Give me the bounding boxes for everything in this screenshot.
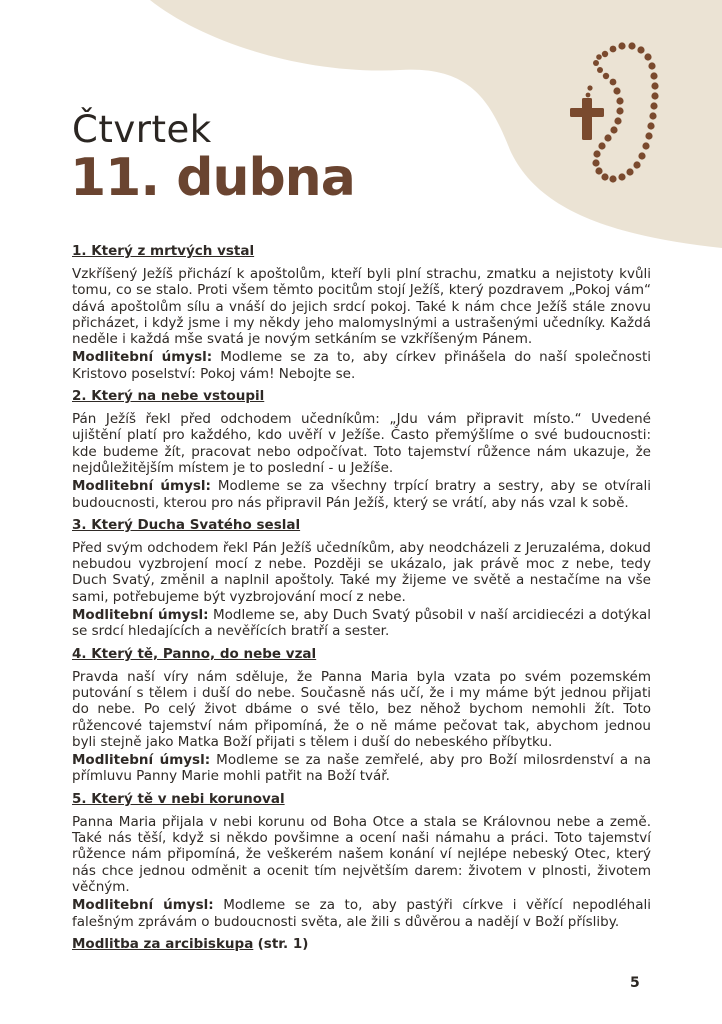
section-text: Pravda naší víry nám sděluje, že Panna Maria byla vzata po svém pozemském putování s tělem i duší do nebe. Současně nás učí, že i my máme být jednou přijati do nebe. Po celý život dbáme o své tělo, bez něhož bychom nemohli žít. Toto růžencové tajemství nám připomíná, že o ně máme pečovat tak, abychom jednou byli stejně jako Matka Boží přijati s tělem i duší do nebeského příbytku. — [72, 668, 651, 750]
prayer-intention — [72, 607, 651, 640]
intention-text: Modleme se, aby Duch Svatý působil v naší arcidiecézi a dotýkal se srdcí hledajících a nevěřících bratří a sester. — [72, 607, 651, 640]
intention-label: Modlitební úmysl: — [72, 349, 213, 366]
page-title-date: 11. dubna — [70, 148, 355, 208]
mystery-section-2 — [72, 388, 651, 511]
intention-text: Modleme se za to, aby církev přinášela do naší společnosti Kristovo poselství: Pokoj vám! Nebojte se. — [72, 349, 652, 382]
mystery-section-4 — [72, 646, 651, 785]
mystery-section-3 — [72, 517, 651, 640]
section-text: Panna Maria přijala v nebi korunu od Boha Otce a stala se Královnou nebe a země. Také nás těší, když si někdo povšimne a ocení naši námahu a práci. Toto tajemství růžence nám připomíná, že veškerém našem konání ví nejlépe nebeský Otec, který nás chce jednou odměnit a ocenit tím největším darem: životem v plnosti, životem věčným. — [72, 813, 651, 895]
page-title-day: Čtvrtek — [72, 108, 212, 151]
section-title: 2. Který na nebe vstoupil — [72, 388, 265, 405]
prayer-intention — [72, 349, 651, 382]
section-title: 3. Který Ducha Svatého seslal — [72, 516, 301, 533]
section-text: Před svým odchodem řekl Pán Ježíš učedníkům, aby neodcházeli z Jeruzaléma, dokud nebudou vyzbrojení mocí z nebe. Později se ukázalo, jak právě moc z nebe, tedy Duch Svatý, změnil a naplnil apoštoly. Také my žijeme ve světě a nestačíme na vše sami, potřebujeme být vyzbrojování mocí z nebe. — [72, 539, 651, 605]
intention-label: Modlitební úmysl: — [72, 607, 209, 624]
intention-label: Modlitební úmysl: — [72, 752, 211, 769]
mystery-section-1 — [72, 243, 651, 382]
section-text: Vzkříšený Ježíš přichází k apoštolům, kteří byli plní strachu, zmatku a nejistoty kvůli tomu, co se stalo. Proti všem těmto pocitům stojí Ježíš, který pozdravem „Pokoj vám“ dává apoštolům sílu a vnáší do jejich srdcí pokoj. Také k nám chce Ježíš stále znovu přicházet, i když jsme i my někdy jeho malomyslnými a ustrašenými učedníky. Každá neděle i každá mše svatá je novým setkáním se vzkříšeným Pánem. — [72, 266, 651, 348]
intention-text: Modleme se za to, aby pastýři církve i věřící nepodléhali falešným zprávám o budoucnosti světa, ale žili s důvěrou a nadějí v Boží přísliby. — [72, 897, 651, 930]
prayer-intention — [72, 897, 651, 930]
rosary-mysteries — [72, 243, 651, 953]
intention-label: Modlitební úmysl: — [72, 897, 214, 914]
prayer-intention — [72, 752, 651, 785]
closing-prayer — [72, 936, 651, 953]
page-number: 5 — [630, 975, 640, 991]
section-title: 5. Který tě v nebi korunoval — [72, 790, 285, 807]
prayer-intention — [72, 478, 651, 511]
section-text: Pán Ježíš řekl před odchodem učedníkům: „Jdu vám připravit místo.“ Uvedené ujištění platí pro každého, kdo uvěří v Ježíše. Často přemýšlíme o své budoucnosti: kde budeme žít, pracovat nebo odpočívat. Toto tajemství růžence nám ukazuje, že nejdůležitějším místem je to poslední - u Ježíše. — [72, 411, 651, 476]
mystery-section-5 — [72, 791, 651, 930]
intention-label: Modlitební úmysl: — [72, 478, 211, 495]
section-title: 1. Který z mrtvých vstal — [72, 243, 255, 259]
section-title: 4. Který tě, Panno, do nebe vzal — [72, 645, 317, 662]
closing-page-ref: (str. 1) — [257, 935, 309, 952]
closing-prayer-title: Modlitba za arcibiskupa — [72, 935, 254, 952]
rosary-icon — [560, 40, 680, 200]
intention-text: Modleme se za naše zemřelé, aby pro Boží milosrdenství a na přímluvu Panny Marie mohli patřit na Boží tvář. — [72, 752, 651, 785]
intention-text: Modleme se za všechny trpící bratry a sestry, aby se otvírali budoucnosti, kterou pro nás připravil Pán Ježíš, který se vrátí, aby nás vzal k sobě. — [72, 478, 651, 511]
